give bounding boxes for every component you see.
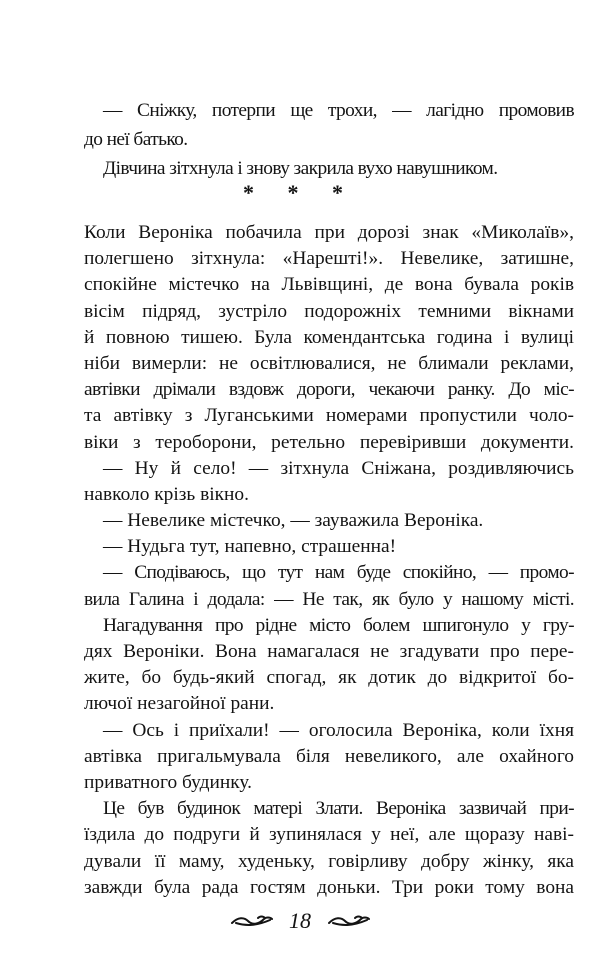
text-line: — Ну й село! — зітхнула Сніжана, роздивляючись (103, 457, 574, 479)
text-line: та автівку з Луганськими номерами пропустили чоло- (84, 405, 574, 427)
text-line: вісім підряд, зустріло подорожніх темними вікнами (84, 300, 574, 322)
text-line: й повною тишею. Була комендантська година і вулиці (84, 326, 574, 348)
text-line: навколо крізь вікно. (84, 483, 249, 505)
main-text-block (84, 220, 574, 901)
text-line: Дівчина зітхнула і знову закрила вухо навушником. (103, 158, 498, 179)
text-line: спокійне містечко на Львівщині, де вона бувала років (84, 274, 574, 296)
text-line: до неї батько. (84, 129, 188, 150)
text-line: — Сподіваюсь, що тут нам буде спокійно, — промо- (103, 562, 574, 584)
dialogue-block (84, 96, 574, 183)
text-line: віки з тероборони, ретельно перевіривши документи. (84, 431, 574, 453)
right-flourish-icon (327, 914, 371, 928)
text-line: — Невелике містечко, — зауважила Вероніка. (103, 510, 484, 532)
text-line: автівка пригальмувала біля невеликого, але охайного (84, 745, 574, 767)
text-line: завжди була рада гостям доньки. Три роки тому вона (84, 876, 574, 898)
text-line: ніби вимерли: не освітлювалися, не блимали реклами, (84, 352, 574, 374)
text-line: Нагадування про рідне місто болем шпигонуло у гру- (103, 614, 574, 636)
text-line: жите, бо будь-який спогад, як дотик до відкритої бо- (84, 667, 574, 689)
page-footer (0, 906, 600, 934)
text-line: — Ось і приїхали! — оголосила Вероніка, коли їхня (103, 719, 574, 741)
text-line: вила Галина і додала: — Не так, як було у нашому місті. (84, 588, 574, 610)
text-line: — Сніжку, потерпи ще трохи, — лагідно промовив (103, 100, 574, 121)
text-line: дях Вероніки. Вона намагалася не згадувати про пере- (84, 641, 574, 662)
text-line: полегшено зітхнула: «Нарешті!». Невелике, затишне, (84, 248, 574, 270)
text-line: Це був будинок матері Злати. Вероніка зазвичай при- (103, 798, 574, 820)
text-line: дували її маму, худеньку, говірливу добру жінку, яка (84, 850, 574, 872)
left-flourish-icon (230, 914, 274, 928)
page-number: 18 (289, 907, 311, 933)
text-line: автівки дрімали вздовж дороги, чекаючи ранку. До міс- (84, 379, 574, 401)
text-line: — Нудьга тут, напевно, страшенна! (103, 536, 397, 558)
text-line: лючої незагойної рани. (84, 693, 275, 715)
section-separator: * * * (243, 180, 357, 205)
text-line: приватного будинку. (84, 771, 252, 793)
text-line: їздила до подруги й зупинялася у неї, але щоразу наві- (84, 824, 574, 846)
text-line: Коли Вероніка побачила при дорозі знак «Миколаїв», (84, 222, 574, 243)
